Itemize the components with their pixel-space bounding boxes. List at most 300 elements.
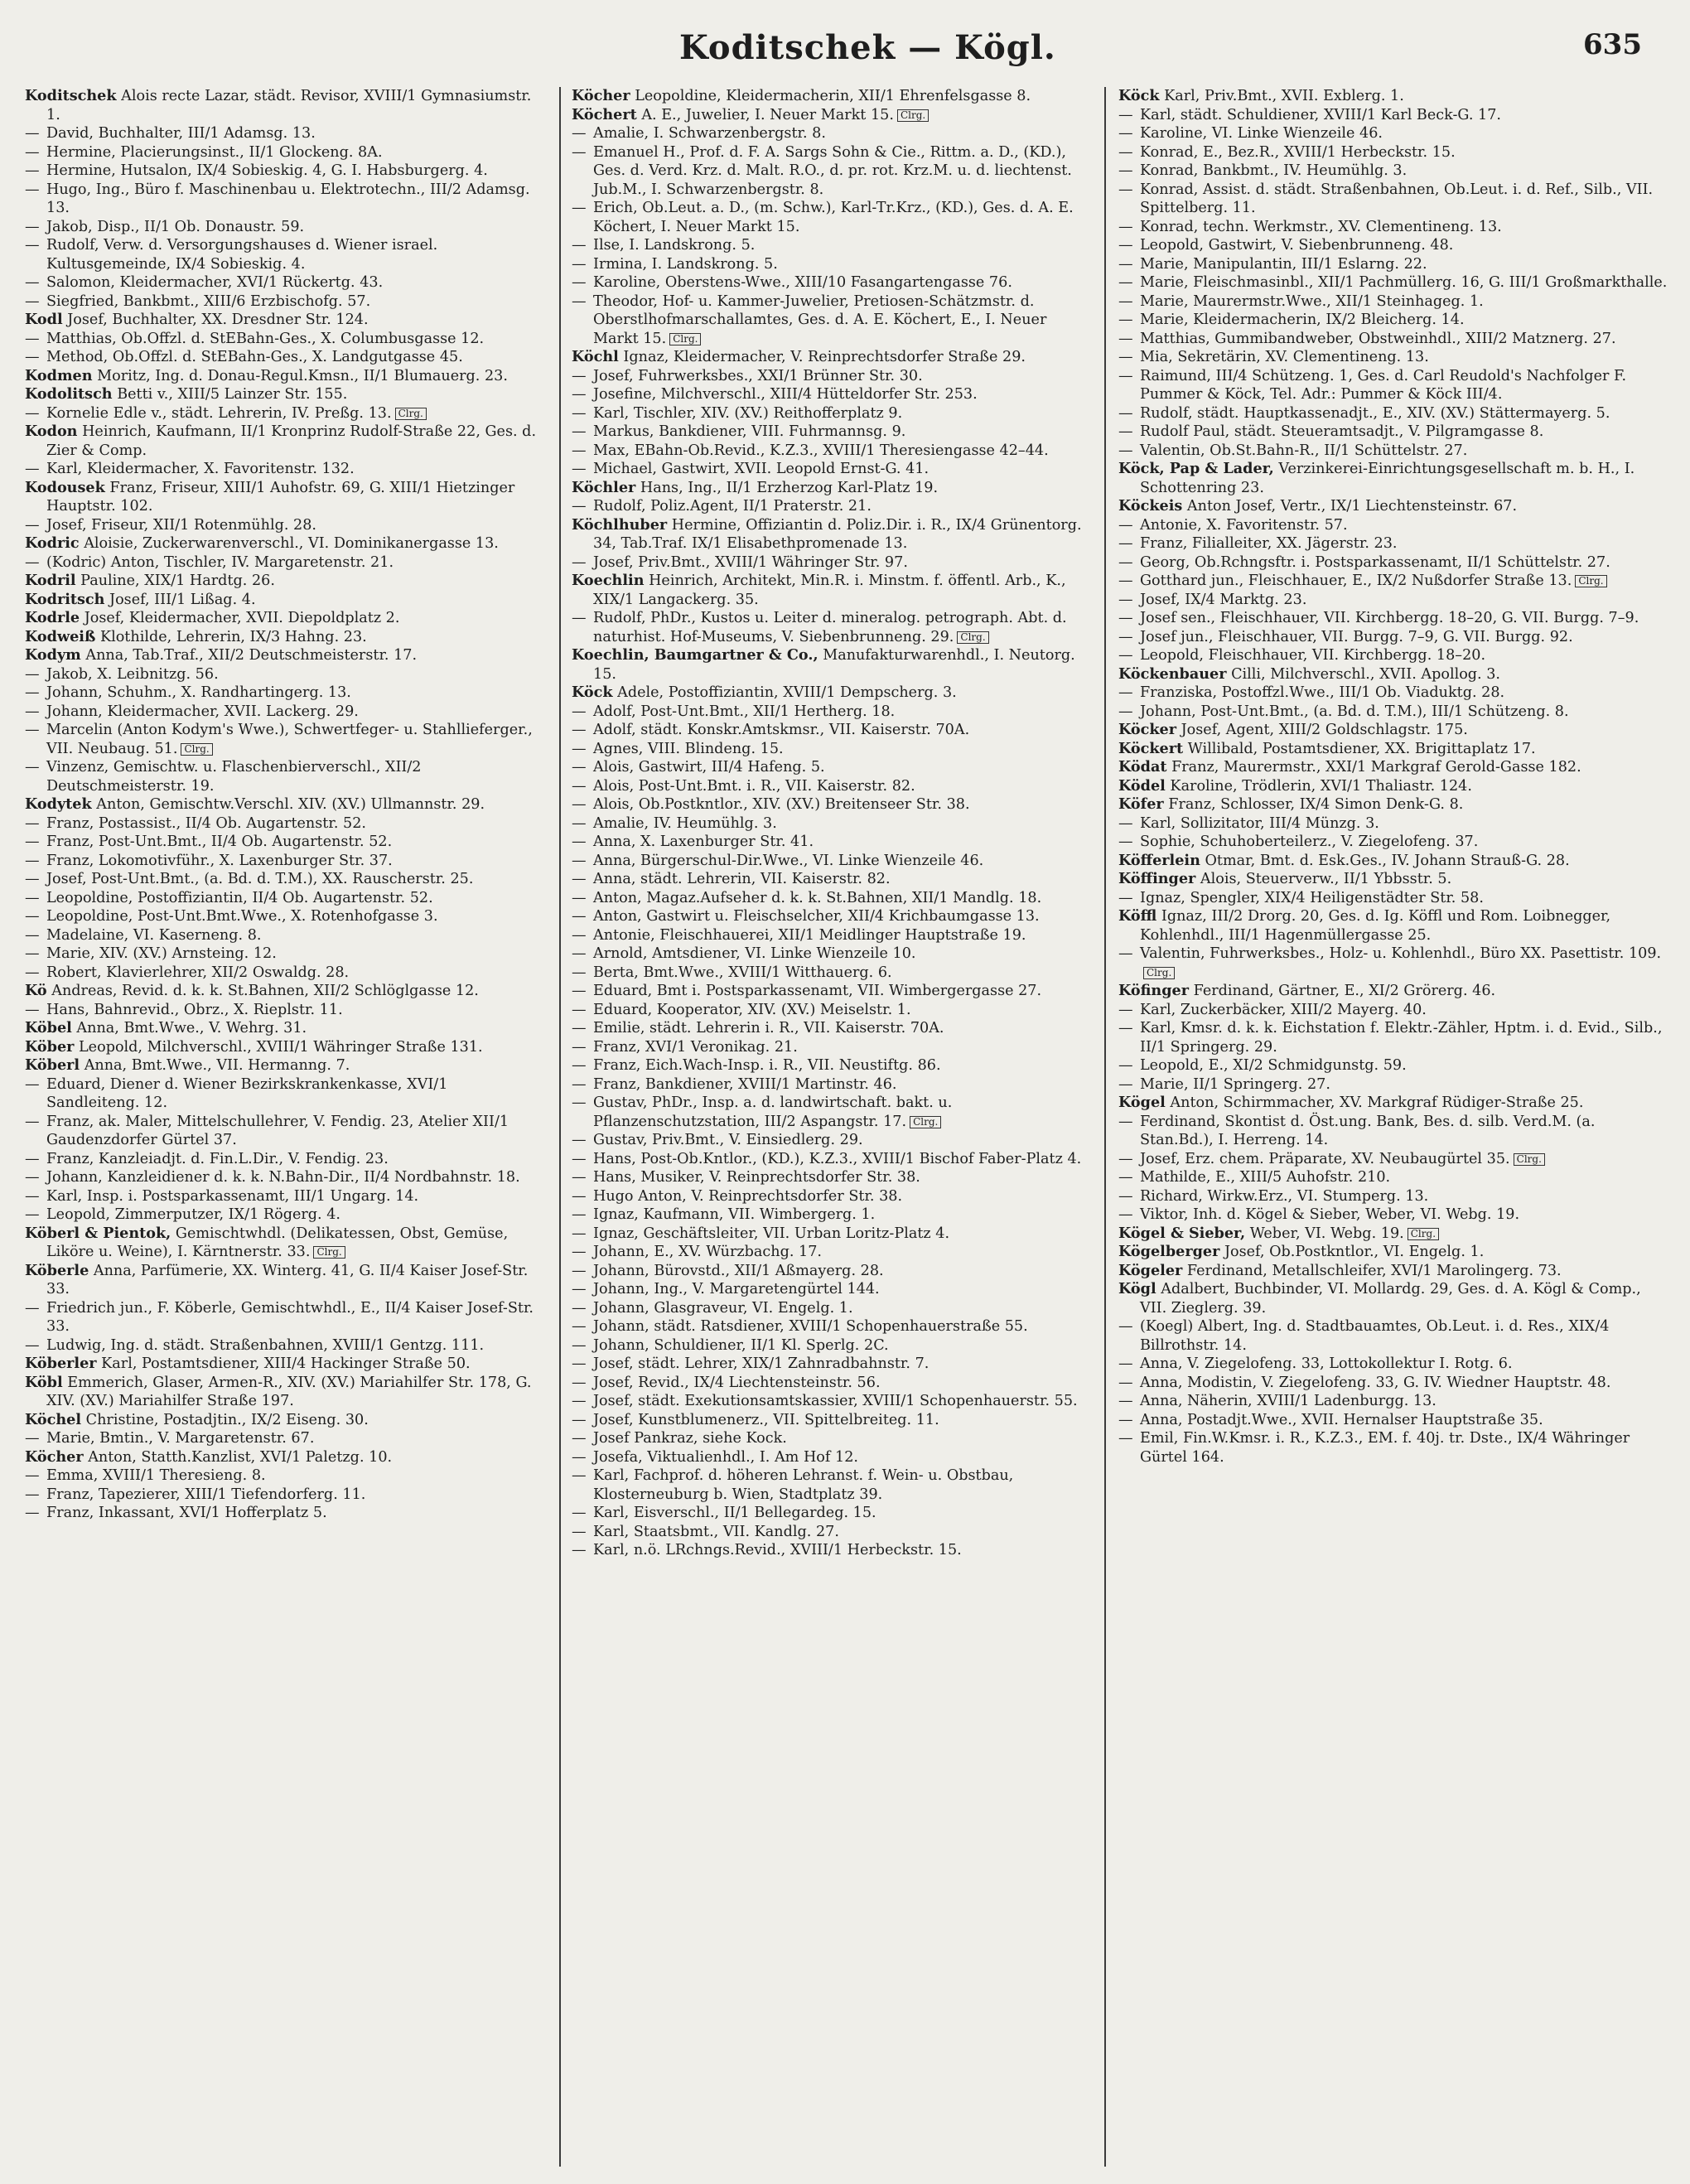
entry-surname: Kodytek: [25, 795, 92, 813]
directory-entry: [1118, 1019, 1669, 1056]
entry-badge: Clrg.: [1408, 1228, 1439, 1240]
directory-entry: [25, 1429, 545, 1448]
entry-text: Franz, ak. Maler, Mittelschullehrer, V. Fendig. 23, Atelier XII/1 Gaudenzdorfer Gürtel 37.: [46, 1113, 509, 1148]
directory-entry: [1118, 907, 1669, 945]
entry-text: Emilie, städt. Lehrerin i. R., VII. Kaiserstr. 70A.: [593, 1020, 944, 1036]
entry-surname: Kodmen: [25, 366, 93, 384]
entry-surname: Köck: [572, 684, 613, 701]
entry-text: Ignaz, Kaufmann, VII. Wimbergerg. 1.: [593, 1206, 876, 1223]
directory-entry: [25, 534, 545, 553]
directory-entry: [25, 1206, 545, 1225]
entry-text: Franz, Post-Unt.Bmt., II/4 Ob. Augartenstr. 52.: [46, 833, 393, 850]
directory-entry: [572, 1075, 1092, 1094]
entry-surname: Köchlhuber: [572, 515, 668, 534]
entry-surname: Ködel: [1118, 776, 1166, 795]
directory-entry: [572, 870, 1092, 889]
continuation-dash: —: [1118, 125, 1133, 142]
entry-text: Anna, V. Ziegelofeng. 33, Lottokollektur I. Rotg. 6.: [1140, 1355, 1513, 1372]
directory-entry: [572, 1280, 1092, 1299]
directory-entry: [1118, 1150, 1669, 1169]
directory-entry: [1118, 684, 1669, 703]
continuation-dash: —: [25, 852, 40, 869]
directory-entry: [25, 404, 545, 423]
entry-text: (Koegl) Albert, Ing. d. Stadtbauamtes, Ob.Leut. i. d. Res., XIX/4 Billrothstr. 14.: [1140, 1318, 1610, 1354]
entry-surname: Ködat: [1118, 758, 1167, 776]
continuation-dash: —: [1118, 1057, 1133, 1074]
continuation-dash: —: [572, 1150, 587, 1167]
directory-entry: [1118, 181, 1669, 218]
continuation-dash: —: [572, 1299, 587, 1317]
directory-entry: [572, 1374, 1092, 1393]
continuation-dash: —: [1118, 237, 1133, 254]
entry-text: Karl, Eisverschl., II/1 Bellegardeg. 15.: [593, 1505, 876, 1521]
entry-text: Jakob, Disp., II/1 Ob. Donaustr. 59.: [46, 218, 305, 235]
entry-text: Karl, Priv.Bmt., XVII. Exblerg. 1.: [1164, 88, 1404, 104]
entry-text: Adolf, städt. Konskr.Amtskmsr., VII. Kaiserstr. 70A.: [593, 722, 970, 738]
continuation-dash: —: [572, 404, 587, 422]
directory-entry: [25, 572, 545, 591]
directory-entry: [1118, 609, 1669, 628]
entry-text: Richard, Wirkw.Erz., VI. Stumperg. 13.: [1140, 1187, 1429, 1205]
entry-text: Konrad, E., Bez.R., XVIII/1 Herbeckstr. 15.: [1140, 143, 1456, 161]
directory-entry: [572, 572, 1092, 609]
entry-text: Leopoldine, Postoffiziantin, II/4 Ob. Augartenstr. 52.: [46, 889, 433, 906]
continuation-dash: —: [572, 1355, 587, 1372]
entry-text: Johann, Schuldiener, II/1 Kl. Sperlg. 2C.: [593, 1336, 889, 1354]
continuation-dash: —: [25, 292, 40, 310]
directory-entry: [1118, 628, 1669, 647]
continuation-dash: —: [572, 983, 587, 999]
continuation-dash: —: [25, 143, 40, 161]
directory-entry: [572, 982, 1092, 1001]
continuation-dash: —: [572, 703, 587, 720]
continuation-dash: —: [572, 442, 587, 459]
entry-surname: Köchl: [572, 348, 619, 365]
continuation-dash: —: [1118, 1150, 1133, 1167]
entry-text: Anna, X. Laxenburger Str. 41.: [593, 833, 814, 850]
directory-entry: [1118, 143, 1669, 162]
continuation-dash: —: [1118, 274, 1133, 291]
directory-entry: [1118, 852, 1669, 871]
directory-entry: [572, 87, 1092, 106]
directory-entry: [1118, 1429, 1669, 1466]
entry-text: Marie, Kleidermacherin, IX/2 Bleicherg. 14.: [1140, 312, 1465, 328]
directory-entry: [25, 330, 545, 349]
entry-surname: Kögl: [1118, 1280, 1156, 1297]
continuation-dash: —: [572, 908, 587, 925]
directory-entry: [25, 460, 545, 479]
entry-text: Josef, Buchhalter, XX. Dresdner Str. 124.: [67, 312, 369, 328]
entry-surname: Kögelberger: [1118, 1243, 1220, 1260]
continuation-dash: —: [572, 237, 587, 254]
entry-text: Siegfried, Bankbmt., XIII/6 Erzbischofg. 57.: [46, 292, 371, 310]
continuation-dash: —: [1118, 162, 1133, 179]
continuation-dash: —: [572, 1020, 587, 1036]
entry-text: Raimund, III/4 Schützeng. 1, Ges. d. Carl Reudold's Nachfolger F. Pummer & Köck, Tel. Adr.: Pummer & Köck III/4.: [1140, 367, 1627, 403]
entry-text: Karoline, VI. Linke Wienzeile 46.: [1140, 125, 1383, 142]
entry-surname: Koechlin, Baumgartner & Co.,: [572, 646, 818, 664]
continuation-dash: —: [25, 833, 40, 850]
continuation-dash: —: [572, 386, 587, 403]
continuation-dash: —: [25, 871, 40, 887]
entry-text: Karl, Kmsr. d. k. k. Eichstation f. Elektr.-Zähler, Hptm. i. d. Evid., Silb., II/1 Springerg. 29.: [1140, 1020, 1663, 1056]
directory-entry: [572, 106, 1092, 125]
continuation-dash: —: [25, 665, 40, 683]
entry-surname: Köchert: [572, 105, 637, 123]
continuation-dash: —: [572, 1038, 587, 1056]
entry-text: Method, Ob.Offzl. d. StEBahn-Ges., X. Landgutgasse 45.: [46, 349, 463, 365]
continuation-dash: —: [1118, 1169, 1133, 1186]
directory-entry: [572, 703, 1092, 722]
continuation-dash: —: [1118, 1393, 1133, 1409]
entry-text: Franz, XVI/1 Veronikag. 21.: [593, 1038, 798, 1056]
directory-entry: [25, 385, 545, 404]
directory-entry: [572, 889, 1092, 908]
directory-entry: [25, 292, 545, 312]
entry-text: Irmina, I. Landskrong. 5.: [593, 255, 778, 273]
continuation-dash: —: [1118, 349, 1133, 365]
entry-text: Karl, städt. Schuldiener, XVIII/1 Karl Beck-G. 17.: [1140, 106, 1502, 123]
entry-text: Aloisie, Zuckerwarenverschl., VI. Dominikanergasse 13.: [84, 535, 499, 552]
directory-entry: [1118, 665, 1669, 684]
continuation-dash: —: [572, 1467, 587, 1484]
entry-text: Hermine, Placierungsinst., II/1 Glockeng. 8A.: [46, 143, 383, 161]
entry-surname: Kö: [25, 982, 47, 999]
directory-entry: [572, 814, 1092, 833]
continuation-dash: —: [572, 1411, 587, 1428]
continuation-dash: —: [25, 349, 40, 365]
continuation-dash: —: [1118, 1075, 1133, 1093]
entry-text: Manufakturwarenhdl., I. Neutorg. 15.: [593, 647, 1075, 683]
entry-text: Leopold, Fleischhauer, VII. Kirchbergg. 18–20.: [1140, 647, 1486, 664]
continuation-dash: —: [25, 1206, 40, 1223]
entry-text: Heinrich, Kaufmann, II/1 Kronprinz Rudolf-Straße 22, Ges. d. Zier & Comp.: [46, 423, 537, 459]
entry-text: Anna, Postadjt.Wwe., XVII. Hernalser Hauptstraße 35.: [1140, 1411, 1543, 1428]
directory-entry: [25, 1056, 545, 1075]
entry-text: Matthias, Ob.Offzl. d. StEBahn-Ges., X. Columbusgasse 12.: [46, 330, 485, 347]
directory-entry: [572, 1355, 1092, 1374]
continuation-dash: —: [1118, 684, 1133, 701]
directory-entry: [25, 1001, 545, 1020]
directory-entry: [572, 497, 1092, 516]
continuation-dash: —: [1118, 143, 1133, 161]
entry-text: Sophie, Schuhoberteilerz., V. Ziegelofeng. 37.: [1140, 833, 1479, 850]
directory-entry: [25, 646, 545, 665]
directory-entry: [25, 1336, 545, 1355]
continuation-dash: —: [572, 1393, 587, 1409]
directory-entry: [572, 199, 1092, 236]
entry-surname: Kodousek: [25, 478, 105, 496]
directory-entry: [25, 1019, 545, 1038]
directory-entry: [25, 162, 545, 181]
entry-text: Pauline, XIX/1 Hardtg. 26.: [80, 573, 275, 589]
continuation-dash: —: [1118, 573, 1133, 589]
entry-surname: Koechlin: [572, 572, 645, 589]
directory-entry: [1118, 87, 1669, 106]
entry-text: Josef, städt. Lehrer, XIX/1 Zahnradbahnstr. 7.: [593, 1355, 930, 1372]
entry-surname: Köck, Pap & Lader,: [1118, 460, 1274, 477]
entry-text: Johann, Schuhm., X. Randhartingerg. 13.: [46, 684, 351, 701]
entry-text: Emanuel H., Prof. d. F. A. Sargs Sohn & Cie., Rittm. a. D., (KD.), Ges. d. Verd. Krz. d. Malt. R.O., d. pr. rot. Krz.M. u. d. liechtenst. Jub.M., I. Schwarzenbergstr. 8.: [593, 143, 1072, 198]
entry-text: Amalie, IV. Heumühlg. 3.: [593, 814, 777, 832]
directory-entry: [25, 87, 545, 124]
entry-text: Anton, Schirmmacher, XV. Markgraf Rüdiger-Straße 25.: [1170, 1094, 1584, 1111]
entry-text: Adalbert, Buchbinder, VI. Mollardg. 29, Ges. d. A. Kögl & Comp., VII. Zieglerg. 39.: [1140, 1281, 1641, 1317]
directory-entry: [572, 1001, 1092, 1020]
entry-text: Hugo, Ing., Büro f. Maschinenbau u. Elektrotechn., III/2 Adamsg. 13.: [46, 181, 530, 216]
entry-text: Valentin, Fuhrwerksbes., Holz- u. Kohlenhdl., Büro XX. Pasettistr. 109.: [1140, 945, 1662, 962]
entry-text: Josef, Ob.Postkntlor., VI. Engelg. 1.: [1224, 1244, 1485, 1260]
continuation-dash: —: [25, 722, 40, 738]
entry-text: Hans, Musiker, V. Reinprechtsdorfer Str. 38.: [593, 1169, 920, 1186]
continuation-dash: —: [25, 964, 40, 981]
entry-text: Karl, Postamtsdiener, XIII/4 Hackinger Straße 50.: [101, 1355, 471, 1372]
entry-badge: Clrg.: [897, 109, 929, 122]
entry-surname: Kodolitsch: [25, 385, 113, 403]
directory-entry: [572, 1317, 1092, 1336]
continuation-dash: —: [1118, 367, 1133, 384]
entry-text: Josef Pankraz, siehe Kock.: [593, 1430, 787, 1447]
continuation-dash: —: [572, 1448, 587, 1466]
continuation-dash: —: [25, 218, 40, 235]
continuation-dash: —: [25, 908, 40, 925]
directory-entry: [572, 1336, 1092, 1355]
continuation-dash: —: [25, 1150, 40, 1167]
continuation-dash: —: [25, 684, 40, 701]
continuation-dash: —: [572, 964, 587, 981]
entry-text: Franz, Postassist., II/4 Ob. Augartenstr. 52.: [46, 814, 366, 832]
directory-entry: [1118, 1411, 1669, 1430]
continuation-dash: —: [1118, 1374, 1133, 1391]
entry-text: Johann, Glasgraveur, VI. Engelg. 1.: [593, 1299, 853, 1317]
entry-text: Gotthard jun., Fleischhauer, E., IX/2 Nußdorfer Straße 13.: [1140, 573, 1572, 589]
directory-entry: [572, 1187, 1092, 1206]
directory-entry: [1118, 982, 1669, 1001]
continuation-dash: —: [572, 1281, 587, 1297]
entry-text: Marie, XIV. (XV.) Arnsteing. 12.: [46, 945, 277, 962]
entry-text: Antonie, Fleischhauerei, XII/1 Meidlinger Hauptstraße 19.: [593, 926, 1026, 944]
entry-surname: Köckeis: [1118, 497, 1183, 515]
directory-entry: [1118, 367, 1669, 404]
page-header: [0, 22, 1690, 71]
directory-entry: [25, 1504, 545, 1523]
directory-entry: [1118, 1075, 1669, 1094]
continuation-dash: —: [1118, 330, 1133, 347]
entry-text: Georg, Ob.Rchngsftr. i. Postsparkassenamt, II/1 Schüttelstr. 27.: [1140, 553, 1610, 571]
entry-text: Gemischtwhdl. (Delikatessen, Obst, Gemüse, Liköre u. Weine), I. Kärntnerstr. 33.: [46, 1225, 509, 1260]
entry-text: Anna, Tab.Traf., XII/2 Deutschmeisterstr. 17.: [85, 647, 418, 664]
directory-entry: [1118, 870, 1669, 889]
directory-entry: [572, 1056, 1092, 1075]
entry-text: Karl, Zuckerbäcker, XIII/2 Mayerg. 40.: [1140, 1001, 1427, 1018]
entry-text: Matthias, Gummibandweber, Obstweinhdl., XIII/2 Matznerg. 27.: [1140, 330, 1616, 347]
directory-entry: [1118, 516, 1669, 535]
directory-entry: [572, 255, 1092, 274]
continuation-dash: —: [572, 945, 587, 962]
entry-text: Johann, städt. Ratsdiener, XVIII/1 Schopenhauerstraße 55.: [593, 1318, 1028, 1335]
entry-text: Franz, Eich.Wach-Insp. i. R., VII. Neustiftg. 86.: [593, 1057, 941, 1074]
entry-text: Franz, Inkassant, XVI/1 Hofferplatz 5.: [46, 1505, 327, 1521]
directory-entry: [25, 181, 545, 218]
directory-entry: [25, 1225, 545, 1262]
entry-text: Hugo Anton, V. Reinprechtsdorfer Str. 38.: [593, 1187, 903, 1205]
continuation-dash: —: [572, 889, 587, 906]
directory-entry: [572, 1411, 1092, 1430]
entry-text: Viktor, Inh. d. Kögel & Sieber, Weber, VI. Webg. 19.: [1140, 1206, 1520, 1223]
entry-text: Josef, Post-Unt.Bmt., (a. Bd. d. T.M.), XX. Rauscherstr. 25.: [46, 871, 474, 887]
entry-surname: Köfinger: [1118, 982, 1189, 999]
entry-text: Ludwig, Ing. d. städt. Straßenbahnen, XVIII/1 Gentzg. 111.: [46, 1336, 485, 1354]
entry-text: Berta, Bmt.Wwe., XVIII/1 Witthauerg. 6.: [593, 964, 892, 981]
entry-text: Anna, Parfümerie, XX. Winterg. 41, G. II/4 Kaiser Josef-Str. 33.: [46, 1262, 529, 1297]
entry-text: Arnold, Amtsdiener, VI. Linke Wienzeile 10.: [593, 945, 916, 962]
entry-text: Marie, Fleischmasinbl., XII/1 Pachmüllerg. 16, G. III/1 Großmarkthalle.: [1140, 274, 1668, 291]
directory-entry: [572, 292, 1092, 349]
directory-entry: [1118, 1280, 1669, 1317]
continuation-dash: —: [1118, 1355, 1133, 1372]
directory-entry: [572, 740, 1092, 759]
entry-text: Ferdinand, Skontist d. Öst.ung. Bank, Bes. d. silb. Verd.M. (a. Stan.Bd.), I. Herreng. 14.: [1140, 1113, 1596, 1148]
directory-entry: [25, 1113, 545, 1150]
directory-entry: [1118, 814, 1669, 833]
entry-text: Adele, Postoffiziantin, XVIII/1 Dempscherg. 3.: [617, 684, 957, 701]
entry-text: Josef, Priv.Bmt., XVIII/1 Währinger Str. 97.: [593, 553, 908, 571]
directory-entry: [572, 646, 1092, 684]
entry-text: Emil, Fin.W.Kmsr. i. R., K.Z.3., EM. f. 40j. tr. Dste., IX/4 Währinger Gürtel 164.: [1140, 1430, 1630, 1466]
directory-entry: [572, 1225, 1092, 1244]
directory-entry: [1118, 591, 1669, 610]
continuation-dash: —: [572, 814, 587, 832]
continuation-dash: —: [1118, 516, 1133, 534]
directory-entry: [1118, 273, 1669, 292]
entry-text: Ferdinand, Metallschleifer, XVI/1 Marolingerg. 73.: [1186, 1262, 1562, 1279]
directory-entry: [25, 591, 545, 610]
entry-text: Franz, Maurermstr., XXI/1 Markgraf Gerold-Gasse 182.: [1171, 759, 1581, 776]
entry-text: Josef, Revid., IX/4 Liechtensteinstr. 56.: [593, 1374, 881, 1391]
directory-entry: [1118, 1392, 1669, 1411]
entry-surname: Köchler: [572, 478, 636, 496]
entry-surname: Kögel: [1118, 1094, 1166, 1111]
entry-text: Karl, Fachprof. d. höheren Lehranst. f. Wein- u. Obstbau, Klosterneuburg b. Wien, Stadtplatz 39.: [593, 1467, 1014, 1503]
entry-text: Anna, Bürgerschul-Dir.Wwe., VI. Linke Wienzeile 46.: [593, 852, 984, 869]
directory-entry: [25, 1187, 545, 1206]
directory-entry: [1118, 218, 1669, 237]
directory-entry: [572, 1523, 1092, 1542]
entry-text: Rudolf, Verw. d. Versorgungshauses d. Wiener israel. Kultusgemeinde, IX/4 Sobieskig. 4.: [46, 237, 438, 273]
entry-text: Johann, Kleidermacher, XVII. Lackerg. 29.: [46, 703, 359, 720]
continuation-dash: —: [25, 1169, 40, 1186]
directory-entry: [1118, 1243, 1669, 1262]
continuation-dash: —: [572, 274, 587, 291]
directory-entry: [1118, 795, 1669, 814]
entry-surname: Kodym: [25, 646, 81, 664]
directory-entry: [572, 236, 1092, 255]
entry-text: Josefa, Viktualienhdl., I. Am Hof 12.: [593, 1448, 858, 1466]
continuation-dash: —: [1118, 814, 1133, 832]
continuation-dash: —: [1118, 591, 1133, 608]
entry-surname: Köffinger: [1118, 870, 1196, 887]
continuation-dash: —: [25, 1467, 40, 1484]
directory-entry: [572, 926, 1092, 945]
entry-text: Karl, Tischler, XIV. (XV.) Reithofferplatz 9.: [593, 404, 903, 422]
directory-entry: [1118, 1317, 1669, 1355]
entry-text: Konrad, Bankbmt., IV. Heumühlg. 3.: [1140, 162, 1408, 179]
continuation-dash: —: [572, 796, 587, 813]
continuation-dash: —: [572, 1057, 587, 1074]
entry-text: Alois, Ob.Postkntlor., XIV. (XV.) Breitenseer Str. 38.: [593, 796, 970, 813]
entry-text: Karl, Kleidermacher, X. Favoritenstr. 132.: [46, 461, 355, 477]
directory-entry: [1118, 1168, 1669, 1187]
directory-entry: [572, 1448, 1092, 1467]
continuation-dash: —: [1118, 404, 1133, 422]
entry-text: Ignaz, III/2 Drorg. 20, Ges. d. Ig. Köffl und Rom. Loibnegger, Kohlenhdl., III/1 Hagenmüllergasse 25.: [1140, 908, 1611, 944]
entry-text: Hermine, Offiziantin d. Poliz.Dir. i. R., IX/4 Grünentorg. 34, Tab.Traf. IX/1 Elisabethpromenade 13.: [593, 516, 1082, 552]
continuation-dash: —: [572, 292, 587, 310]
entry-badge: Clrg.: [669, 333, 701, 345]
continuation-dash: —: [572, 200, 587, 216]
entry-surname: Köckert: [1118, 739, 1184, 757]
entry-text: Marie, II/1 Springerg. 27.: [1140, 1075, 1330, 1093]
directory-entry: [572, 1299, 1092, 1318]
entry-badge: Clrg.: [957, 631, 988, 644]
continuation-dash: —: [1118, 553, 1133, 571]
continuation-dash: —: [572, 1430, 587, 1447]
entry-text: Josef, Friseur, XII/1 Rotenmühlg. 28.: [46, 516, 317, 534]
entry-surname: Kögel & Sieber,: [1118, 1224, 1246, 1242]
continuation-dash: —: [572, 759, 587, 776]
continuation-dash: —: [572, 1225, 587, 1242]
directory-entry: [1118, 236, 1669, 255]
directory-entry: [25, 926, 545, 945]
entry-text: Weber, VI. Webg. 19.: [1249, 1225, 1404, 1242]
entry-text: Eduard, Diener d. Wiener Bezirkskrankenkasse, XVI/1 Sandleiteng. 12.: [46, 1075, 448, 1111]
continuation-dash: —: [572, 1075, 587, 1093]
entry-text: Anton Josef, Vertr., IX/1 Liechtensteinstr. 67.: [1186, 498, 1518, 515]
entry-text: Johann, Bürovstd., XII/1 Aßmayerg. 28.: [593, 1262, 884, 1279]
directory-entry: [25, 833, 545, 852]
continuation-dash: —: [572, 498, 587, 515]
directory-entry: [1118, 534, 1669, 553]
directory-entry: [25, 814, 545, 833]
directory-entry: [572, 777, 1092, 796]
column-divider: [1104, 87, 1106, 2167]
continuation-dash: —: [572, 1244, 587, 1260]
continuation-dash: —: [572, 1505, 587, 1521]
entry-text: Leopold, Zimmerputzer, IX/1 Rögerg. 4.: [46, 1206, 341, 1223]
continuation-dash: —: [572, 255, 587, 273]
entry-text: Vinzenz, Gemischtw. u. Flaschenbierverschl., XII/2 Deutschmeisterstr. 19.: [46, 759, 422, 795]
continuation-dash: —: [25, 1001, 40, 1018]
entry-surname: Kodon: [25, 423, 78, 440]
entry-text: Leopold, Gastwirt, V. Siebenbrunneng. 48.: [1140, 237, 1454, 254]
directory-entry: [1118, 1262, 1669, 1281]
continuation-dash: —: [1118, 628, 1133, 645]
entry-text: Moritz, Ing. d. Donau-Regul.Kmsn., II/1 Blumauerg. 23.: [97, 367, 508, 384]
entry-text: Franz, Lokomotivführ., X. Laxenburger Str. 37.: [46, 852, 393, 869]
directory-entry: [1118, 1094, 1669, 1113]
directory-entry: [25, 870, 545, 889]
directory-entry: [25, 273, 545, 292]
entry-text: Kornelie Edle v., städt. Lehrerin, IV. Preßg. 13.: [46, 404, 392, 422]
directory-entry: [572, 1019, 1092, 1038]
entry-text: Marie, Maurermstr.Wwe., XII/1 Steinhageg. 1.: [1140, 292, 1484, 310]
entry-text: Alois, Gastwirt, III/4 Hafeng. 5.: [593, 759, 825, 776]
directory-entry: [572, 1131, 1092, 1150]
directory-entry: [572, 907, 1092, 926]
continuation-dash: —: [1118, 1001, 1133, 1018]
directory-entry: [572, 1541, 1092, 1560]
directory-entry: [25, 907, 545, 926]
